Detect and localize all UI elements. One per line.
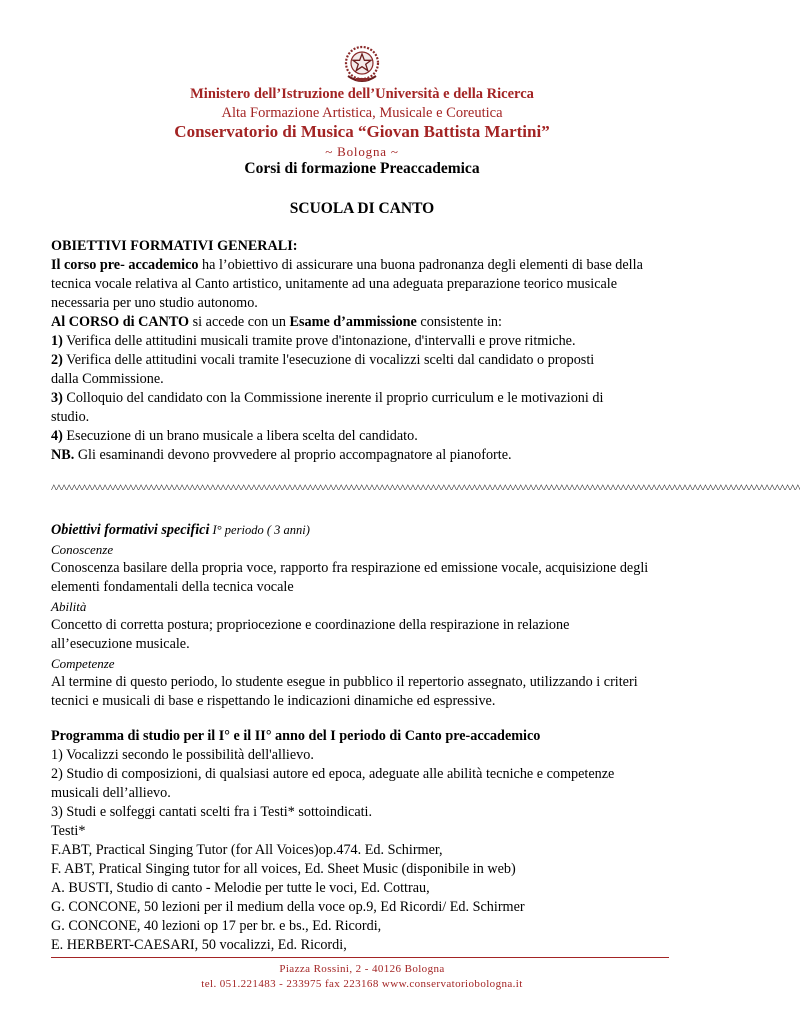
competenze-line-2: tecnici e musicali di base e rispettando le indicazioni dinamiche ed espressive. (51, 693, 496, 709)
general-objectives-heading: OBIETTIVI FORMATIVI GENERALI: (51, 238, 298, 254)
competenze-label: Competenze (51, 656, 115, 671)
program-item-2-cont: musicali dell’allievo. (51, 785, 171, 801)
text-reference: G. CONCONE, 50 lezioni per il medium della voce op.9, Ed Ricordi/ Ed. Schirmer (51, 899, 525, 915)
text-reference: E. HERBERT-CAESARI, 50 vocalizzi, Ed. Ricordi, (51, 937, 347, 953)
admission-item-2: 2) Verifica delle attitudini vocali tramite l'esecuzione di vocalizzi scelti dal candidato o proposti (51, 352, 595, 368)
conoscenze-line-2: elementi fondamentali della tecnica vocale (51, 579, 294, 595)
page-title: SCUOLA DI CANTO (289, 200, 435, 217)
program-item-3: 3) Studi e solfeggi cantati scelti fra i Testi* sottoindicati. (51, 804, 373, 820)
abilita-line-1: Concetto di corretta postura; propriocezione e coordinazione della respirazione in relazione (51, 617, 570, 633)
nb-note: NB. Gli esaminandi devono provvedere al proprio accompagnatore al pianoforte. (51, 447, 512, 463)
general-objectives-section (51, 237, 676, 465)
texts-label: Testi* (51, 823, 86, 839)
program-item-1: 1) Vocalizzi secondo le possibilità dell'allievo. (51, 747, 314, 763)
conservatory-name: Conservatorio di Musica “Giovan Battista Martini” (174, 122, 550, 141)
conoscenze-line-1: Conoscenza basilare della propria voce, rapporto fra respirazione ed emissione vocale, acquisizione degli (51, 560, 649, 576)
abilita-line-2: all’esecuzione musicale. (51, 636, 190, 652)
competenze-line-1: Al termine di questo periodo, lo studente esegue in pubblico il repertorio assegnato, utilizzando i criteri (51, 674, 638, 690)
republic-emblem-icon (340, 42, 384, 86)
admission-item-3: 3) Colloquio del candidato con la Commissione inerente il proprio curriculum e le motivazioni di (51, 390, 604, 406)
admission-item-3-cont: studio. (51, 409, 90, 425)
city-name: ~ Bologna ~ (325, 144, 399, 159)
ministry-name: Ministero dell’Istruzione dell’Università e della Ricerca (190, 86, 534, 102)
text-reference: G. CONCONE, 40 lezioni op 17 per br. e bs., Ed. Ricordi, (51, 918, 382, 934)
specific-objectives-section (51, 521, 676, 711)
admission-item-2-cont: dalla Commissione. (51, 371, 164, 387)
footer-divider (51, 957, 669, 958)
afam-name: Alta Formazione Artistica, Musicale e Coreutica (221, 105, 503, 121)
admission-line: Al CORSO di CANTO si accede con un Esame d’ammissione consistente in: (51, 314, 502, 330)
abilita-label: Abilità (51, 599, 87, 614)
study-program-section (51, 727, 676, 955)
conoscenze-label: Conoscenze (51, 542, 114, 557)
intro-line-2: tecnica vocale relativa al Canto artistico, unitamente ad una adeguata preparazione teorico musicale (51, 276, 618, 292)
specific-objectives-heading: Obiettivi formativi specifici I° periodo ( 3 anni) (51, 522, 310, 538)
caret-separator: ^^^^^^^^^^^^^^^^^^^^^^^^^^^^^^^^^^^^^^^^^^^^^^^^^^^^^^^^^^^^^^^^^^^^^^^^^^^^^^^^^^^^^^^^^^^^^^^^^^^^^^^^^^^^^^^^^^^^^^^^^^^^^^^^^^^^^^^^^^^^^^^^^^ (51, 481, 800, 495)
text-reference: F. ABT, Pratical Singing tutor for all voices, Ed. Sheet Music (disponibile in web) (51, 861, 516, 877)
text-reference: A. BUSTI, Studio di canto - Melodie per tutte le voci, Ed. Cottrau, (51, 880, 430, 896)
course-type: Corsi di formazione Preaccademica (244, 160, 480, 177)
text-reference: F.ABT, Practical Singing Tutor (for All Voices)op.474. Ed. Schirmer, (51, 842, 443, 858)
program-heading: Programma di studio per il I° e il II° anno del I periodo di Canto pre-accademico (51, 728, 541, 744)
intro-line-3: necessaria per uno studio autonomo. (51, 295, 258, 311)
admission-item-1: 1) Verifica delle attitudini musicali tramite prove d'intonazione, d'intervalli e prove ritmiche. (51, 333, 576, 349)
footer-address: Piazza Rossini, 2 - 40126 Bologna (279, 963, 445, 975)
intro-line-1: Il corso pre- accademico ha l’obiettivo di assicurare una buona padronanza degli elementi di base della (51, 257, 643, 273)
admission-item-4: 4) Esecuzione di un brano musicale a libera scelta del candidato. (51, 428, 418, 444)
program-item-2: 2) Studio di composizioni, di qualsiasi autore ed epoca, adeguate alle abilità tecniche e competenze (51, 766, 615, 782)
footer-contacts: tel. 051.221483 - 233975 fax 223168 www.conservatoriobologna.it (201, 978, 523, 990)
